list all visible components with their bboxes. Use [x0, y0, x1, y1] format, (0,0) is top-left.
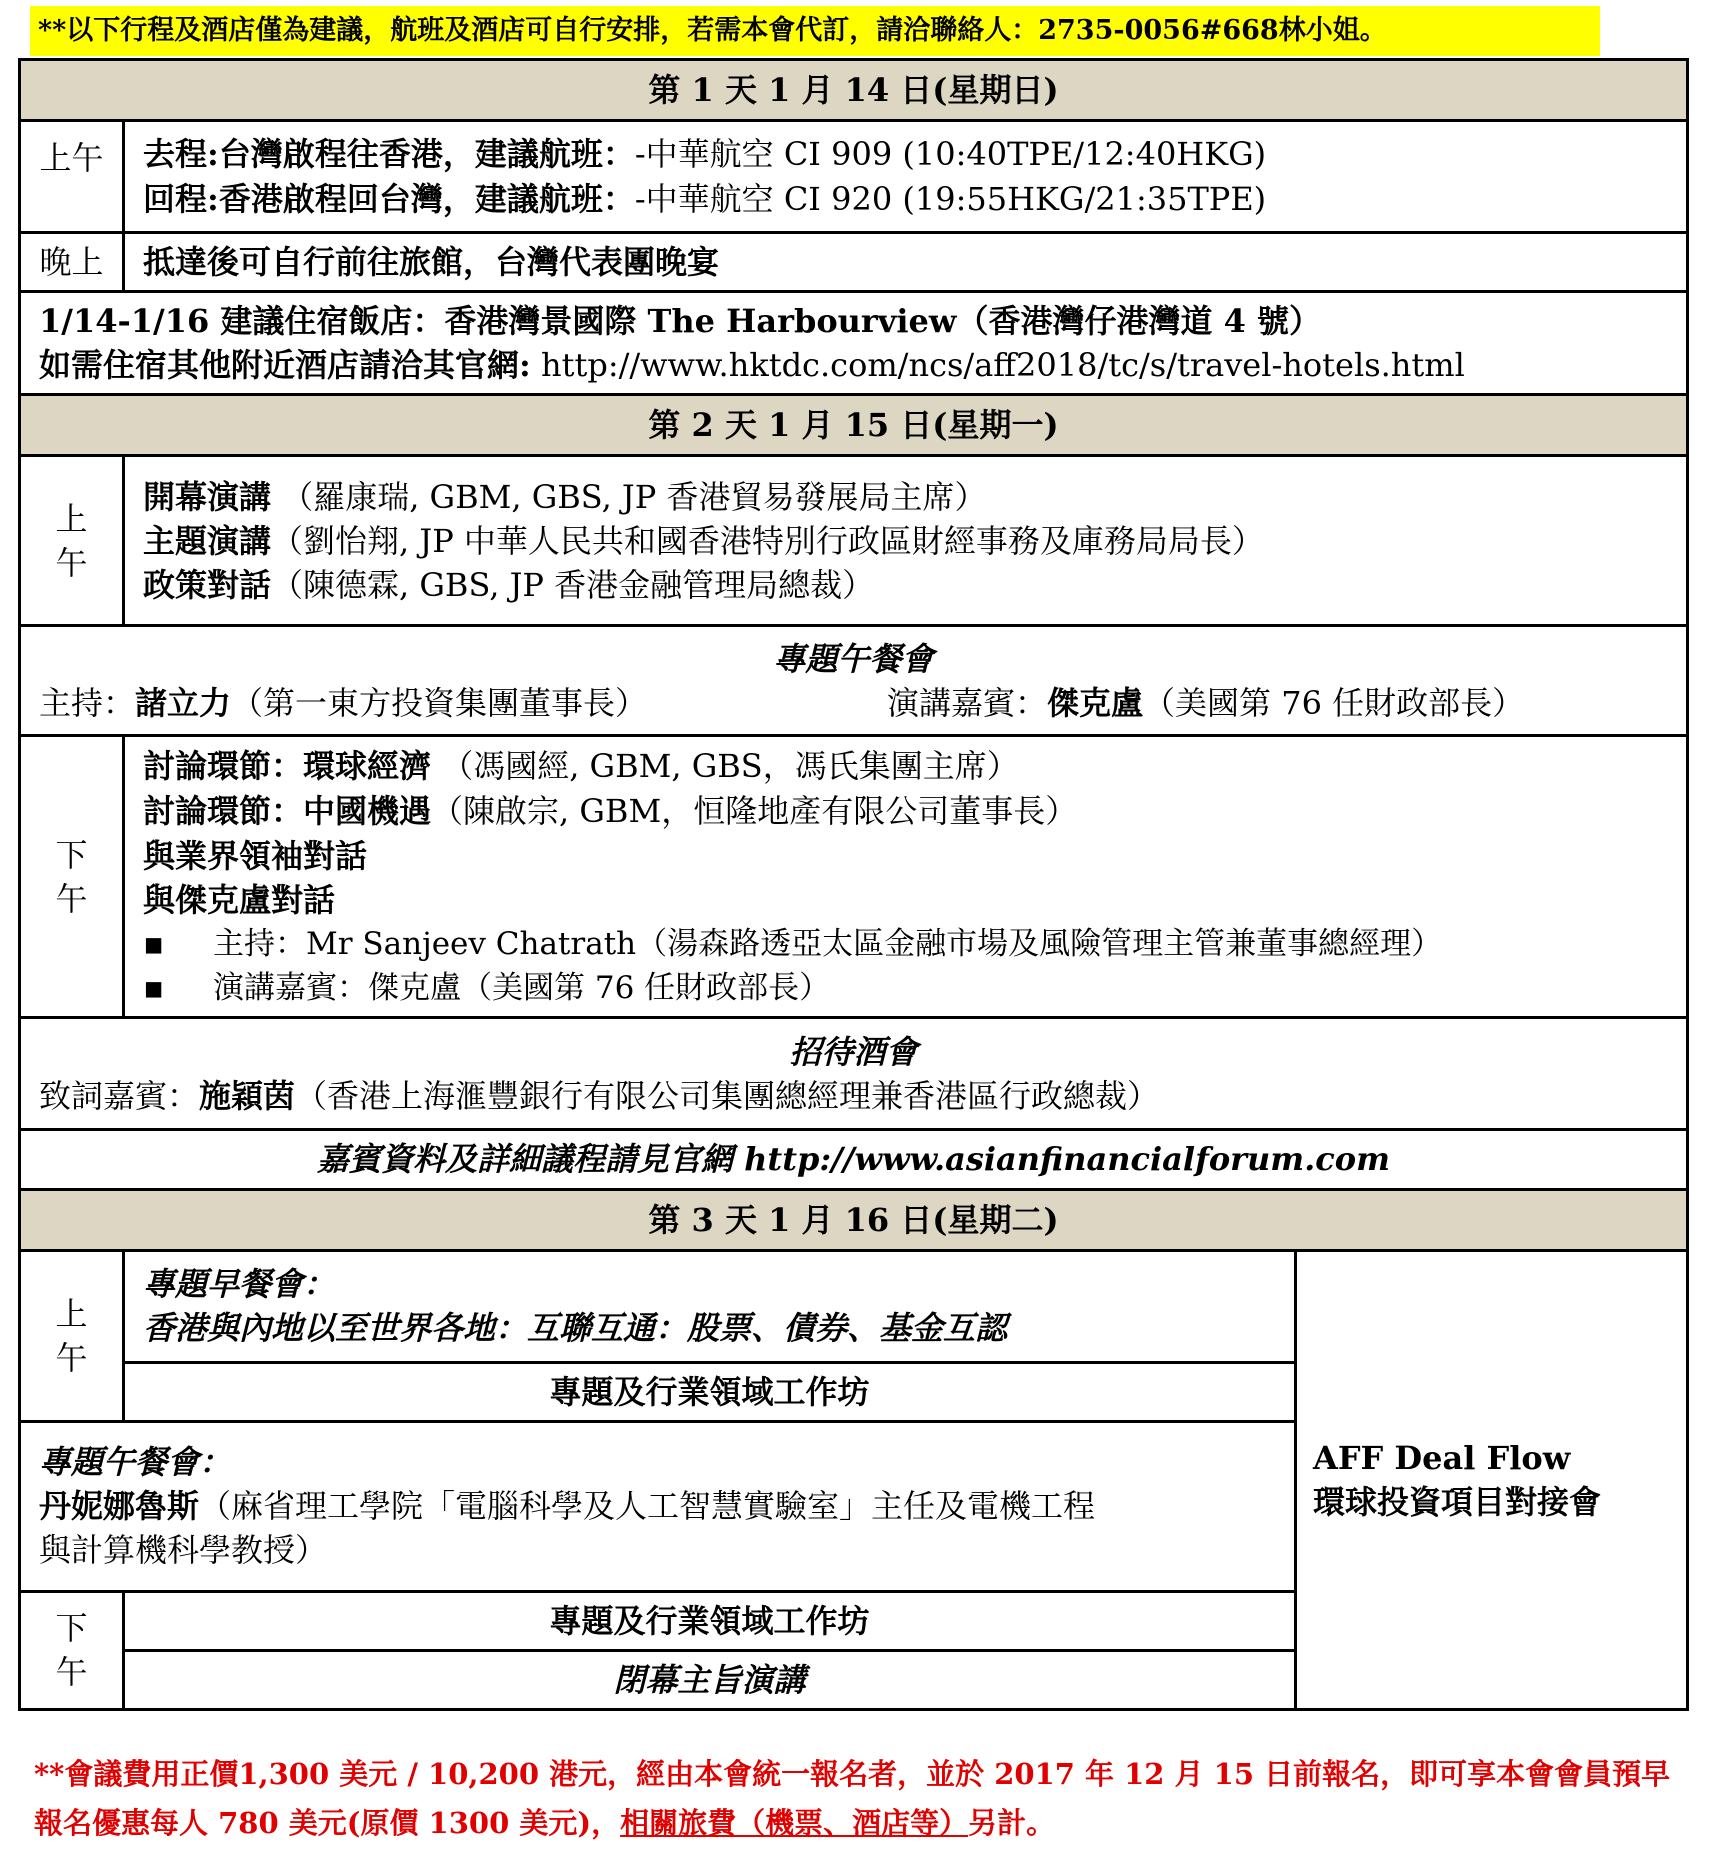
- day2-pm-row: [20, 736, 1688, 1018]
- day3-am-label: [20, 1250, 124, 1421]
- day3-pm-label-1: 下: [55, 1609, 88, 1648]
- deal-flow-subtitle: 環球投資項目對接會: [1313, 1482, 1602, 1521]
- opening-speech-label: 開幕演講: [143, 477, 272, 516]
- day2-lunch-row: [20, 626, 1688, 736]
- panel-china-speaker: （陳啟宗, GBM，恒隆地產有限公司董事長）: [431, 791, 1078, 830]
- itinerary-table: [18, 58, 1689, 1711]
- day2-lunch-title: 專題午餐會: [773, 639, 934, 678]
- day2-header-row: [20, 395, 1688, 456]
- hotel-suggestion: 1/14-1/16 建議住宿飯店：香港灣景國際 The Harbourview（香港灣仔港灣道 4 號）: [39, 302, 1321, 341]
- closing-keynote: 閉幕主旨演講: [124, 1650, 1296, 1709]
- website-note[interactable]: 嘉賓資料及詳細議程請見官網 http://www.asianfinancialforum.com: [20, 1130, 1688, 1189]
- policy-dialogue-label: 政策對話: [143, 566, 272, 605]
- keynote-speaker: （劉怡翔, JP 中華人民共和國香港特別行政區財經事務及庫務局局長）: [271, 521, 1264, 560]
- day2-am-label-1: 上: [55, 499, 88, 538]
- lunch-speaker-title: （美國第 76 任財政部長）: [1143, 683, 1525, 722]
- day2-lunch: [20, 626, 1688, 736]
- breakfast-title: 專題早餐會：: [143, 1264, 336, 1303]
- reception-title: 招待酒會: [789, 1032, 918, 1071]
- day1-pm-text: 抵達後可自行前往旅館，台灣代表團晚宴: [124, 233, 1688, 292]
- day1-pm-row: [20, 233, 1688, 292]
- bottom-note: [34, 1750, 1674, 1848]
- lunch-host-name: 諸立力: [135, 683, 232, 722]
- day3-pm-label: [20, 1591, 124, 1709]
- day2-header: 第 2 天 1 月 15 日(星期一): [20, 395, 1688, 456]
- panel-global-economy-speaker: （馮國經, GBM, GBS，馮氏集團主席）: [431, 746, 1019, 785]
- day2-pm-label-1: 下: [55, 835, 88, 874]
- day3-breakfast: [124, 1250, 1296, 1362]
- day1-flights: [124, 121, 1688, 233]
- day2-pm-sessions: [124, 736, 1688, 1018]
- reception-speaker-name: 施穎茵: [199, 1076, 296, 1115]
- return-flight: -中華航空 CI 920 (19:55HKG/21:35TPE): [634, 179, 1267, 218]
- day2-am-row: [20, 456, 1688, 626]
- day2-reception-row: [20, 1018, 1688, 1130]
- day3-am-label-1: 上: [55, 1294, 88, 1333]
- day3-lunch-speaker-title-2: 與計算機科學教授）: [39, 1531, 328, 1570]
- day3-lunch-title: 專題午餐會：: [39, 1443, 232, 1482]
- fee-note: **會議費用正價1,300 美元 / 10,200 港元，經由本會統一報名者，並於 2017 年 12 月 15 日前報名，即可享本會會員預早報名優惠每人 780 美元(原價 1300 美元)，: [34, 1757, 1671, 1840]
- panel-china-label: 討論環節：中國機遇: [143, 791, 432, 830]
- lunch-host-label: 主持：: [39, 683, 136, 722]
- day2-pm-label: [20, 736, 124, 1018]
- day3-lunch-speaker-title-1: （麻省理工學院「電腦科學及人工智慧實驗室」主任及電機工程: [199, 1487, 1096, 1526]
- dialogue-host: 主持：Mr Sanjeev Chatrath（湯森路透亞太區金融市場及風險管理主管兼董事總經理）: [213, 926, 1443, 963]
- day3-breakfast-row: [20, 1250, 1688, 1362]
- day2-website-row: [20, 1130, 1688, 1189]
- day3-am-workshop: 專題及行業領域工作坊: [124, 1362, 1296, 1421]
- bullet-icon: ▪: [143, 926, 165, 963]
- reception-speaker-title: （香港上海滙豐銀行有限公司集團總經理兼香港區行政總裁）: [295, 1076, 1160, 1115]
- day2-am-sessions: [124, 456, 1688, 626]
- day3-lunch-speaker-name: 丹妮娜魯斯: [39, 1487, 200, 1526]
- outbound-label: 去程:台灣啟程往香港，建議航班：: [143, 135, 635, 174]
- day3-pm-workshop: 專題及行業領域工作坊: [124, 1591, 1296, 1650]
- day3-header: 第 3 天 1 月 16 日(星期二): [20, 1189, 1688, 1250]
- day3-am-label-2: 午: [55, 1338, 88, 1377]
- return-label: 回程:香港啟程回台灣，建議航班：: [143, 179, 635, 218]
- hotel-website-link[interactable]: http://www.hktdc.com/ncs/aff2018/tc/s/travel-hotels.html: [530, 346, 1465, 385]
- lunch-speaker-label: 演講嘉賓：: [887, 683, 1048, 722]
- lunch-speaker: [887, 681, 1524, 725]
- deal-flow-cell: [1296, 1250, 1688, 1709]
- breakfast-topic: 香港與內地以至世界各地：互聯互通：股票、債券、基金互認: [143, 1309, 1008, 1348]
- outbound-flight: -中華航空 CI 909 (10:40TPE/12:40HKG): [634, 135, 1267, 174]
- lunch-speaker-name: 傑克盧: [1047, 683, 1144, 722]
- day1-hotel: [20, 292, 1688, 395]
- reception-speaker-label: 致詞嘉賓：: [39, 1076, 200, 1115]
- bullet-icon: ▪: [143, 969, 165, 1006]
- day1-am-label: 上午: [20, 121, 124, 233]
- day1-header-row: [20, 60, 1688, 121]
- deal-flow-title: AFF Deal Flow: [1313, 1438, 1571, 1477]
- day2-am-label-2: 午: [55, 543, 88, 582]
- hotel-website-label: 如需住宿其他附近酒店請洽其官網:: [39, 346, 531, 385]
- lunch-host-title: （第一東方投資集團董事長）: [231, 683, 648, 722]
- day1-am-row: [20, 121, 1688, 233]
- day1-hotel-row: [20, 292, 1688, 395]
- day3-header-row: [20, 1189, 1688, 1250]
- travel-expense-note: 相關旅費（機票、酒店等）: [620, 1806, 969, 1840]
- opening-speech-speaker: （羅康瑞, GBM, GBS, JP 香港貿易發展局主席）: [271, 477, 987, 516]
- policy-dialogue-speaker: （陳德霖, GBS, JP 香港金融管理局總裁）: [271, 566, 875, 605]
- day1-header: 第 1 天 1 月 14 日(星期日): [20, 60, 1688, 121]
- fee-note-end: 另計。: [968, 1806, 1056, 1840]
- keynote-label: 主題演講: [143, 521, 272, 560]
- dialogue-speaker: 演講嘉賓：傑克盧（美國第 76 任財政部長）: [213, 969, 831, 1006]
- dialogue-jack-lew: 與傑克盧對話: [143, 881, 336, 920]
- day2-pm-label-2: 午: [55, 879, 88, 918]
- day3-lunch: [20, 1421, 1296, 1591]
- top-note: **以下行程及酒店僅為建議，航班及酒店可自行安排，若需本會代訂，請洽聯絡人：2735-0056#668林小姐。: [30, 6, 1600, 56]
- day2-am-label: [20, 456, 124, 626]
- day1-pm-label: 晚上: [20, 233, 124, 292]
- panel-global-economy-label: 討論環節：環球經濟: [143, 746, 432, 785]
- industry-leaders-dialogue: 與業界領袖對話: [143, 836, 368, 875]
- day3-pm-label-2: 午: [55, 1653, 88, 1692]
- day2-reception: [20, 1018, 1688, 1130]
